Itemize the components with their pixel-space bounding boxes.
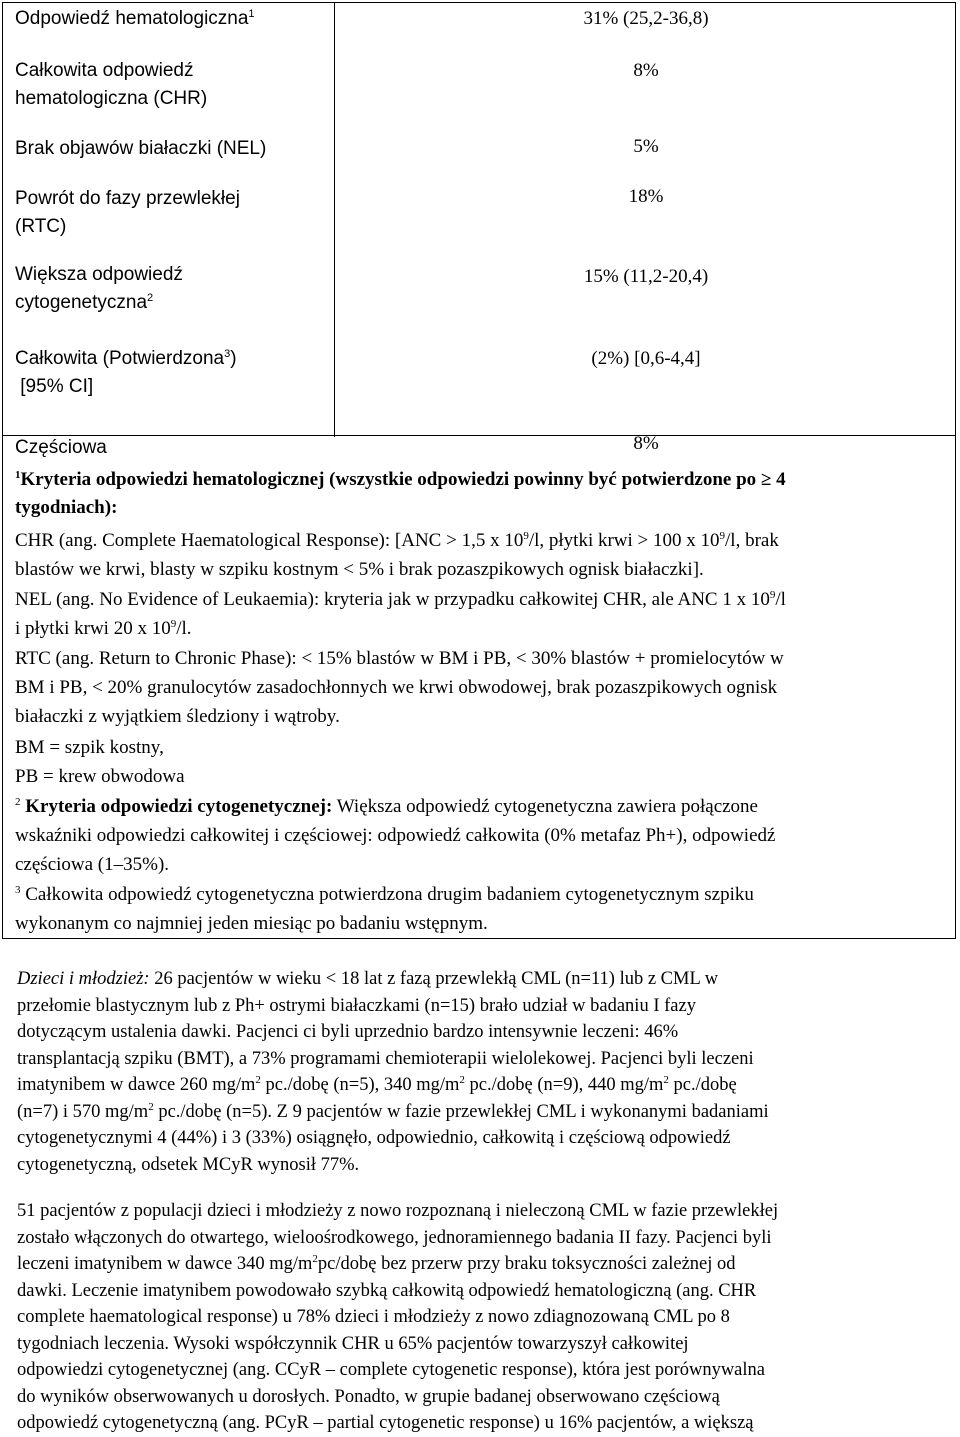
row-label-nel: Brak objawów białaczki (NEL) — [15, 138, 267, 159]
footnote-3: $^3$ Całkowita odpowiedź cytogenetyczna potwierdzona drugim badaniem cytogenetycznym szpiku wykonanym co najmniej jeden miesiąc po badaniu wstępnym. — [15, 884, 754, 934]
row-label-rtc: Powrót do fazy przewlekłej (RTC) — [15, 188, 240, 237]
row-label-major-cytogenetic: Większa odpowiedź cytogenetyczna$^2$ — [15, 264, 183, 313]
paragraph-newly-diagnosed: 51 pacjentów z populacji dzieci i młodzieży z nowo rozpoznaną i nieleczoną CML w fazie przewlekłej zostało włączonych do otwartego, wieloośrodkowego, jednoramiennego badania II fazy. Pacjenci byli leczeni imatynibem w dawce 340 $mg/m^2pc$/dobę bez przerw przy braku toksyczności zależnej od dawki. Leczenie imatynibem powodowało szybką całkowitą odpowiedź hematologiczną (ang. CHR complete haematological response) u 78% dzieci i młodzieży z nowo zdiagnozowaną CML po 8 tygodniach leczenia. Wysoki współczynnik CHR u 65% pacjentów towarzyszył całkowitej odpowiedzi cytogenetycznej (ang. CCyR – complete cytogenetic response), która jest porównywalna do wyników obserwowanych u dorosłych. Ponadto, w grupie badanej obserwowano częściową odpowiedź cytogenetyczną (ang. PCyR – partial cytogenetic response) u 16% pacjentów, a większą — [17, 1201, 779, 1433]
footnote-bm: BM = szpik kostny, — [15, 737, 164, 758]
row-value-complete-confirmed: (2%) [0,6-4,4] — [591, 348, 701, 369]
row-label-hematologic-response: Odpowiedź hematologiczna$^1$ — [15, 8, 255, 29]
footnote-pb: PB = krew obwodowa — [15, 766, 185, 787]
paragraph-children-adolescents: Dzieci i młodzież: 26 pacjentów w wieku < 18 lat z fazą przewlekłą CML (n=11) lub z CML w przełomie blastycznym lub z Ph+ ostrymi białaczkami (n=15) brało udział w badaniu I fazy dotyczącym ustalenia dawki. Pacjenci ci byli uprzednio bardzo intensywnie leczeni: 46% transplantacją szpiku (BMT), a 73% programami chemioterapii wielolekowej. Pacjenci byli leczeni imatynibem w dawce 260 $mg/m^2$ pc./dobę (n=5), 340 $mg/m^2$ pc./dobę (n=9), 440 $mg/m^2$ pc./dobę (n=7) i 570 $mg/m^2$ pc./dobę (n=5). Z 9 pacjentów w fazie przewlekłej CML i wykonanymi badaniami cytogenetycznymi 4 (44%) i 3 (33%) osiągnęło, odpowiednio, całkowitą i częściową odpowiedź cytogenetyczną, odsetek MCyR wynosił 77%. — [17, 969, 769, 1175]
footnotes-box — [2, 433, 956, 939]
footnote-rtc: RTC (ang. Return to Chronic Phase): < 15% blastów w BM i PB, < 30% blastów + promielocytów w BM i PB, < 20% granulocytów zasadochłonnych we krwi obwodowej, brak pozaszpikowych ognisk białaczki z wyjątkiem śledziony i wątroby. — [15, 648, 784, 727]
row-value-partial: 8% — [633, 433, 659, 454]
row-label-complete-confirmed: Całkowita (Potwierdzona$^3$) [95% CI] — [15, 348, 237, 397]
row-value-nel: 5% — [633, 136, 659, 157]
footnote-nel: NEL (ang. No Evidence of Leukaemia): kryteria jak w przypadku całkowitej CHR, ale ANC 1 x $10^9/l$ i płytki krwi 20 x $10^9/l$. — [15, 589, 786, 639]
row-label-partial: Częściowa — [15, 437, 107, 458]
footnote-1-heading: $^1$Kryteria odpowiedzi hematologicznej (wszystkie odpowiedzi powinny być potwierdzone po ≥ 4 tygodniach): — [15, 469, 786, 518]
row-value-rtc: 18% — [628, 186, 664, 207]
row-value-chr: 8% — [633, 60, 659, 81]
ge-symbol: ≥ — [760, 469, 772, 490]
response-table — [2, 2, 956, 436]
row-value-hematologic-response: 31% (25,2-36,8) — [583, 8, 709, 29]
row-value-major-cytogenetic: 15% (11,2-20,4) — [583, 266, 709, 287]
row-label-chr: Całkowita odpowiedź hematologiczna (CHR) — [15, 60, 208, 109]
footnote-2: $^2$ Kryteria odpowiedzi cytogenetycznej: Większa odpowiedź cytogenetyczna zawiera połączone wskaźniki odpowiedzi całkowitej i częściowej: odpowiedź całkowita (0% metafaz Ph+), odpowiedź częściowa (1–35%). — [15, 796, 776, 875]
footnote-chr: CHR (ang. Complete Haematological Response): [ANC > 1,5 x $10^9/l$, płytki krwi > 100 x $10^9/l$, brak blastów we krwi, blasty w szpiku kostnym < 5% i brak pozaszpikowych ognisk białaczki]. — [15, 530, 779, 580]
